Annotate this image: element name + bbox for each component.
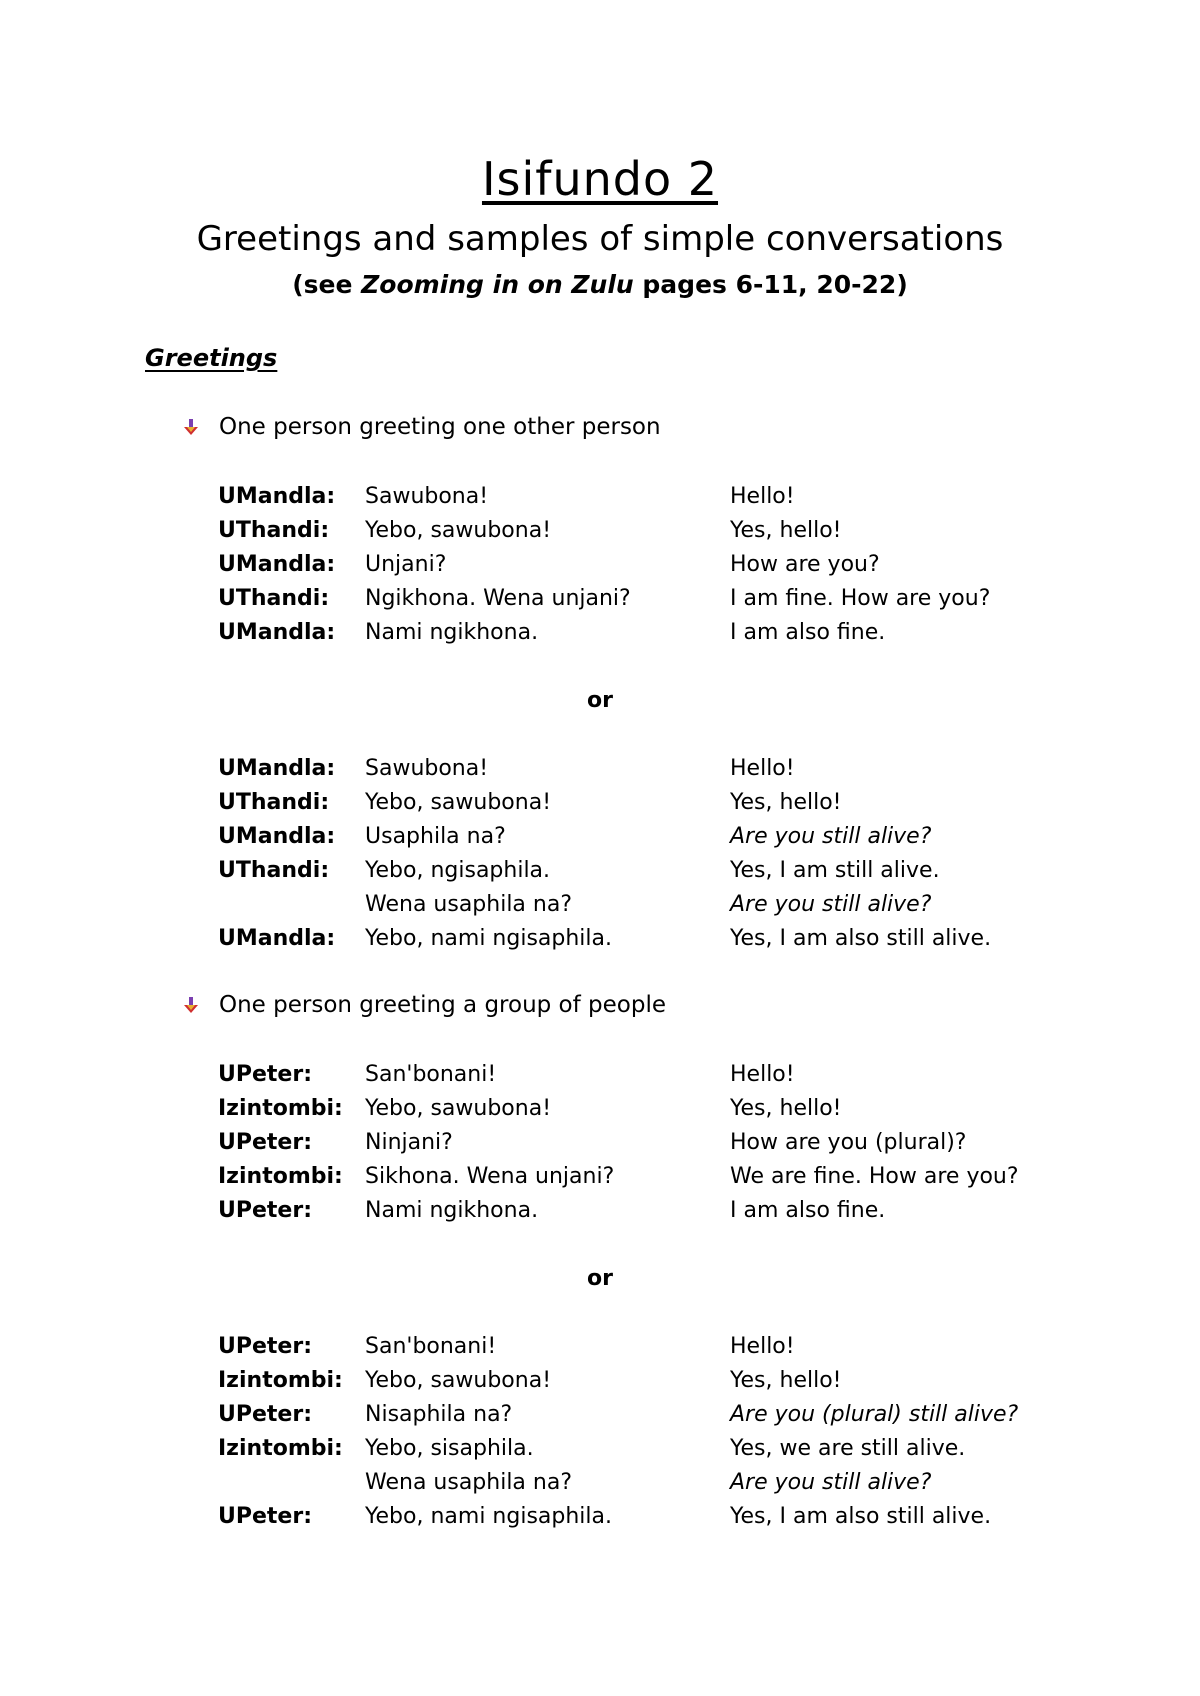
english-translation: Are you still alive? <box>730 1470 932 1495</box>
zulu-text: Yebo, sisaphila. <box>365 1436 534 1461</box>
speaker-name: Izintombi: <box>218 1368 343 1393</box>
speaker-name: UMandla: <box>218 756 336 781</box>
zulu-text: Sawubona! <box>365 484 489 509</box>
dialogue-line <box>218 1060 1118 1090</box>
english-translation: I am also fine. <box>730 1198 886 1223</box>
dialogue-line <box>218 550 1118 580</box>
zulu-text: Yebo, sawubona! <box>365 790 552 815</box>
zulu-text: Nami ngikhona. <box>365 1198 539 1223</box>
zulu-text: Sikhona. Wena unjani? <box>365 1164 615 1189</box>
reference-book-title: Zooming in on Zulu <box>361 270 634 299</box>
dialogue-line <box>218 754 1118 784</box>
english-translation: Yes, we are still alive. <box>730 1436 966 1461</box>
english-translation: Yes, hello! <box>730 518 842 543</box>
zulu-text: Ngikhona. Wena unjani? <box>365 586 631 611</box>
english-translation: Yes, hello! <box>730 1368 842 1393</box>
zulu-text: Yebo, sawubona! <box>365 1096 552 1121</box>
english-translation: Yes, hello! <box>730 1096 842 1121</box>
zulu-text: Yebo, sawubona! <box>365 1368 552 1393</box>
speaker-name: UPeter: <box>218 1402 312 1427</box>
speaker-name: UThandi: <box>218 790 330 815</box>
zulu-text: Yebo, nami ngisaphila. <box>365 1504 612 1529</box>
english-translation: I am also fine. <box>730 620 886 645</box>
reference-suffix: pages 6-11, 20-22) <box>633 270 908 299</box>
arrow-down-bullet-icon <box>183 418 199 436</box>
english-translation: How are you? <box>730 552 880 577</box>
page-title: Isifundo 2 <box>481 152 719 206</box>
page-subtitle: Greetings and samples of simple conversations <box>196 219 1004 259</box>
dialogue-line <box>218 822 1118 852</box>
english-translation: How are you (plural)? <box>730 1130 967 1155</box>
book-reference <box>0 270 1200 299</box>
dialogue-line <box>218 1468 1118 1498</box>
speaker-name: UPeter: <box>218 1504 312 1529</box>
speaker-name: UMandla: <box>218 926 336 951</box>
zulu-text: Nisaphila na? <box>365 1402 513 1427</box>
zulu-text: Wena usaphila na? <box>365 892 573 917</box>
zulu-text: Ninjani? <box>365 1130 453 1155</box>
speaker-name: UThandi: <box>218 518 330 543</box>
dialogue-line <box>218 788 1118 818</box>
speaker-name: Izintombi: <box>218 1164 343 1189</box>
zulu-text: Unjani? <box>365 552 447 577</box>
zulu-text: Yebo, sawubona! <box>365 518 552 543</box>
or-separator: or <box>587 1266 613 1291</box>
speaker-name: Izintombi: <box>218 1436 343 1461</box>
english-translation: Are you still alive? <box>730 892 932 917</box>
or-separator: or <box>587 688 613 713</box>
speaker-name: UPeter: <box>218 1334 312 1359</box>
speaker-name: UMandla: <box>218 620 336 645</box>
dialogue-line <box>218 1094 1118 1124</box>
dialogue-line <box>218 482 1118 512</box>
english-translation: I am fine. How are you? <box>730 586 991 611</box>
english-translation: We are fine. How are you? <box>730 1164 1019 1189</box>
zulu-text: Yebo, nami ngisaphila. <box>365 926 612 951</box>
english-translation: Hello! <box>730 1062 795 1087</box>
dialogue-line <box>218 1434 1118 1464</box>
dialogue-line <box>218 1366 1118 1396</box>
english-translation: Yes, hello! <box>730 790 842 815</box>
dialogue-line <box>218 618 1118 648</box>
section-heading-greetings: Greetings <box>145 344 278 372</box>
speaker-name: UMandla: <box>218 552 336 577</box>
dialogue-line <box>218 1400 1118 1430</box>
bullet-item <box>183 414 661 440</box>
speaker-name: UMandla: <box>218 824 336 849</box>
zulu-text: San'bonani! <box>365 1062 497 1087</box>
reference-prefix: (see <box>292 270 362 299</box>
dialogue-line <box>218 924 1118 954</box>
english-translation: Yes, I am also still alive. <box>730 1504 992 1529</box>
dialogue-line <box>218 1128 1118 1158</box>
speaker-name: UPeter: <box>218 1198 312 1223</box>
bullet-item <box>183 992 666 1018</box>
arrow-down-bullet-icon <box>183 996 199 1014</box>
speaker-name: UMandla: <box>218 484 336 509</box>
zulu-text: Sawubona! <box>365 756 489 781</box>
zulu-text: Wena usaphila na? <box>365 1470 573 1495</box>
english-translation: Yes, I am also still alive. <box>730 926 992 951</box>
speaker-name: UThandi: <box>218 586 330 611</box>
dialogue-line <box>218 1332 1118 1362</box>
speaker-name: UThandi: <box>218 858 330 883</box>
bullet-text: One person greeting a group of people <box>219 992 666 1018</box>
speaker-name: Izintombi: <box>218 1096 343 1121</box>
zulu-text: San'bonani! <box>365 1334 497 1359</box>
speaker-name: UPeter: <box>218 1130 312 1155</box>
english-translation: Are you still alive? <box>730 824 932 849</box>
english-translation: Hello! <box>730 756 795 781</box>
zulu-text: Nami ngikhona. <box>365 620 539 645</box>
speaker-name: UPeter: <box>218 1062 312 1087</box>
zulu-text: Yebo, ngisaphila. <box>365 858 551 883</box>
bullet-text: One person greeting one other person <box>219 414 661 440</box>
dialogue-line <box>218 1196 1118 1226</box>
english-translation: Yes, I am still alive. <box>730 858 940 883</box>
dialogue-line <box>218 516 1118 546</box>
dialogue-line <box>218 856 1118 886</box>
english-translation: Are you (plural) still alive? <box>730 1402 1019 1427</box>
zulu-text: Usaphila na? <box>365 824 506 849</box>
dialogue-line <box>218 890 1118 920</box>
english-translation: Hello! <box>730 484 795 509</box>
dialogue-line <box>218 1502 1118 1532</box>
dialogue-line <box>218 1162 1118 1192</box>
dialogue-line <box>218 584 1118 614</box>
english-translation: Hello! <box>730 1334 795 1359</box>
